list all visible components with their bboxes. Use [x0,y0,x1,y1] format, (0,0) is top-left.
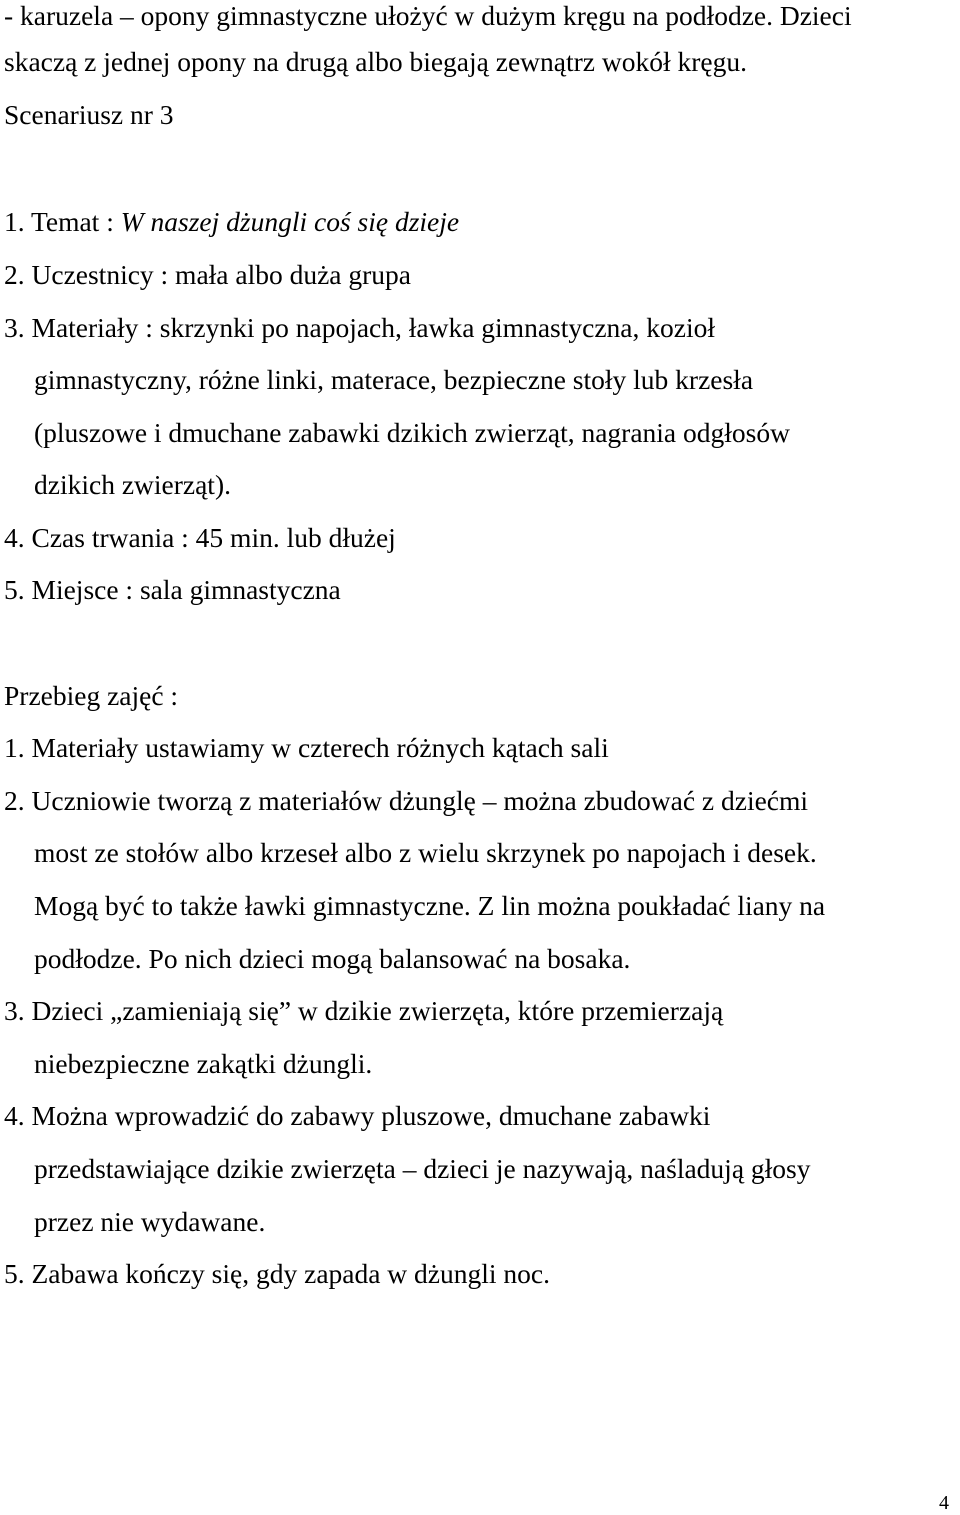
course-title: Przebieg zajęć : [4,680,179,711]
intro-line-2: skaczą z jednej opony na drugą albo biegają zewnątrz wokół kręgu. [4,46,747,77]
page-number: 4 [939,1492,949,1514]
step-4-line-2: przedstawiające dzikie zwierzęta – dzieci je nazywają, naśladują głosy [34,1153,811,1184]
step-5: 5. Zabawa kończy się, gdy zapada w dżungli noc. [4,1258,550,1289]
materials-line-1: 3. Materiały : skrzynki po napojach, ławka gimnastyczna, kozioł [4,312,715,343]
place-line: 5. Miejsce : sala gimnastyczna [4,574,341,605]
step-3-line-2: niebezpieczne zakątki dżungli. [34,1048,373,1079]
materials-line-4: dzikich zwierząt). [34,469,231,500]
topic-label: 1. Temat : [4,206,121,237]
step-4-line-3: przez nie wydawane. [34,1206,266,1237]
duration-line: 4. Czas trwania : 45 min. lub dłużej [4,522,396,553]
participants-line: 2. Uczestnicy : mała albo duża grupa [4,259,411,290]
step-2-line-4: podłodze. Po nich dzieci mogą balansować na bosaka. [34,943,631,974]
intro-line-1: - karuzela – opony gimnastyczne ułożyć w dużym kręgu na podłodze. Dzieci [4,0,852,31]
step-3-line-1: 3. Dzieci „zamieniają się” w dzikie zwierzęta, które przemierzają [4,995,724,1026]
step-2-line-2: most ze stołów albo krzeseł albo z wielu skrzynek po napojach i desek. [34,837,817,868]
scenario-title: Scenariusz nr 3 [4,99,174,130]
topic-value: W naszej dżungli coś się dzieje [120,206,460,237]
materials-line-2: gimnastyczny, różne linki, materace, bezpieczne stoły lub krzesła [34,364,754,395]
step-1: 1. Materiały ustawiamy w czterech różnych kątach sali [4,732,609,763]
topic-line [4,206,459,238]
step-4-line-1: 4. Można wprowadzić do zabawy pluszowe, dmuchane zabawki [4,1100,711,1131]
materials-line-3: (pluszowe i dmuchane zabawki dzikich zwierząt, nagrania odgłosów [34,417,790,448]
step-2-line-3: Mogą być to także ławki gimnastyczne. Z lin można poukładać liany na [34,890,826,921]
step-2-line-1: 2. Uczniowie tworzą z materiałów dżunglę – można zbudować z dziećmi [4,785,809,816]
